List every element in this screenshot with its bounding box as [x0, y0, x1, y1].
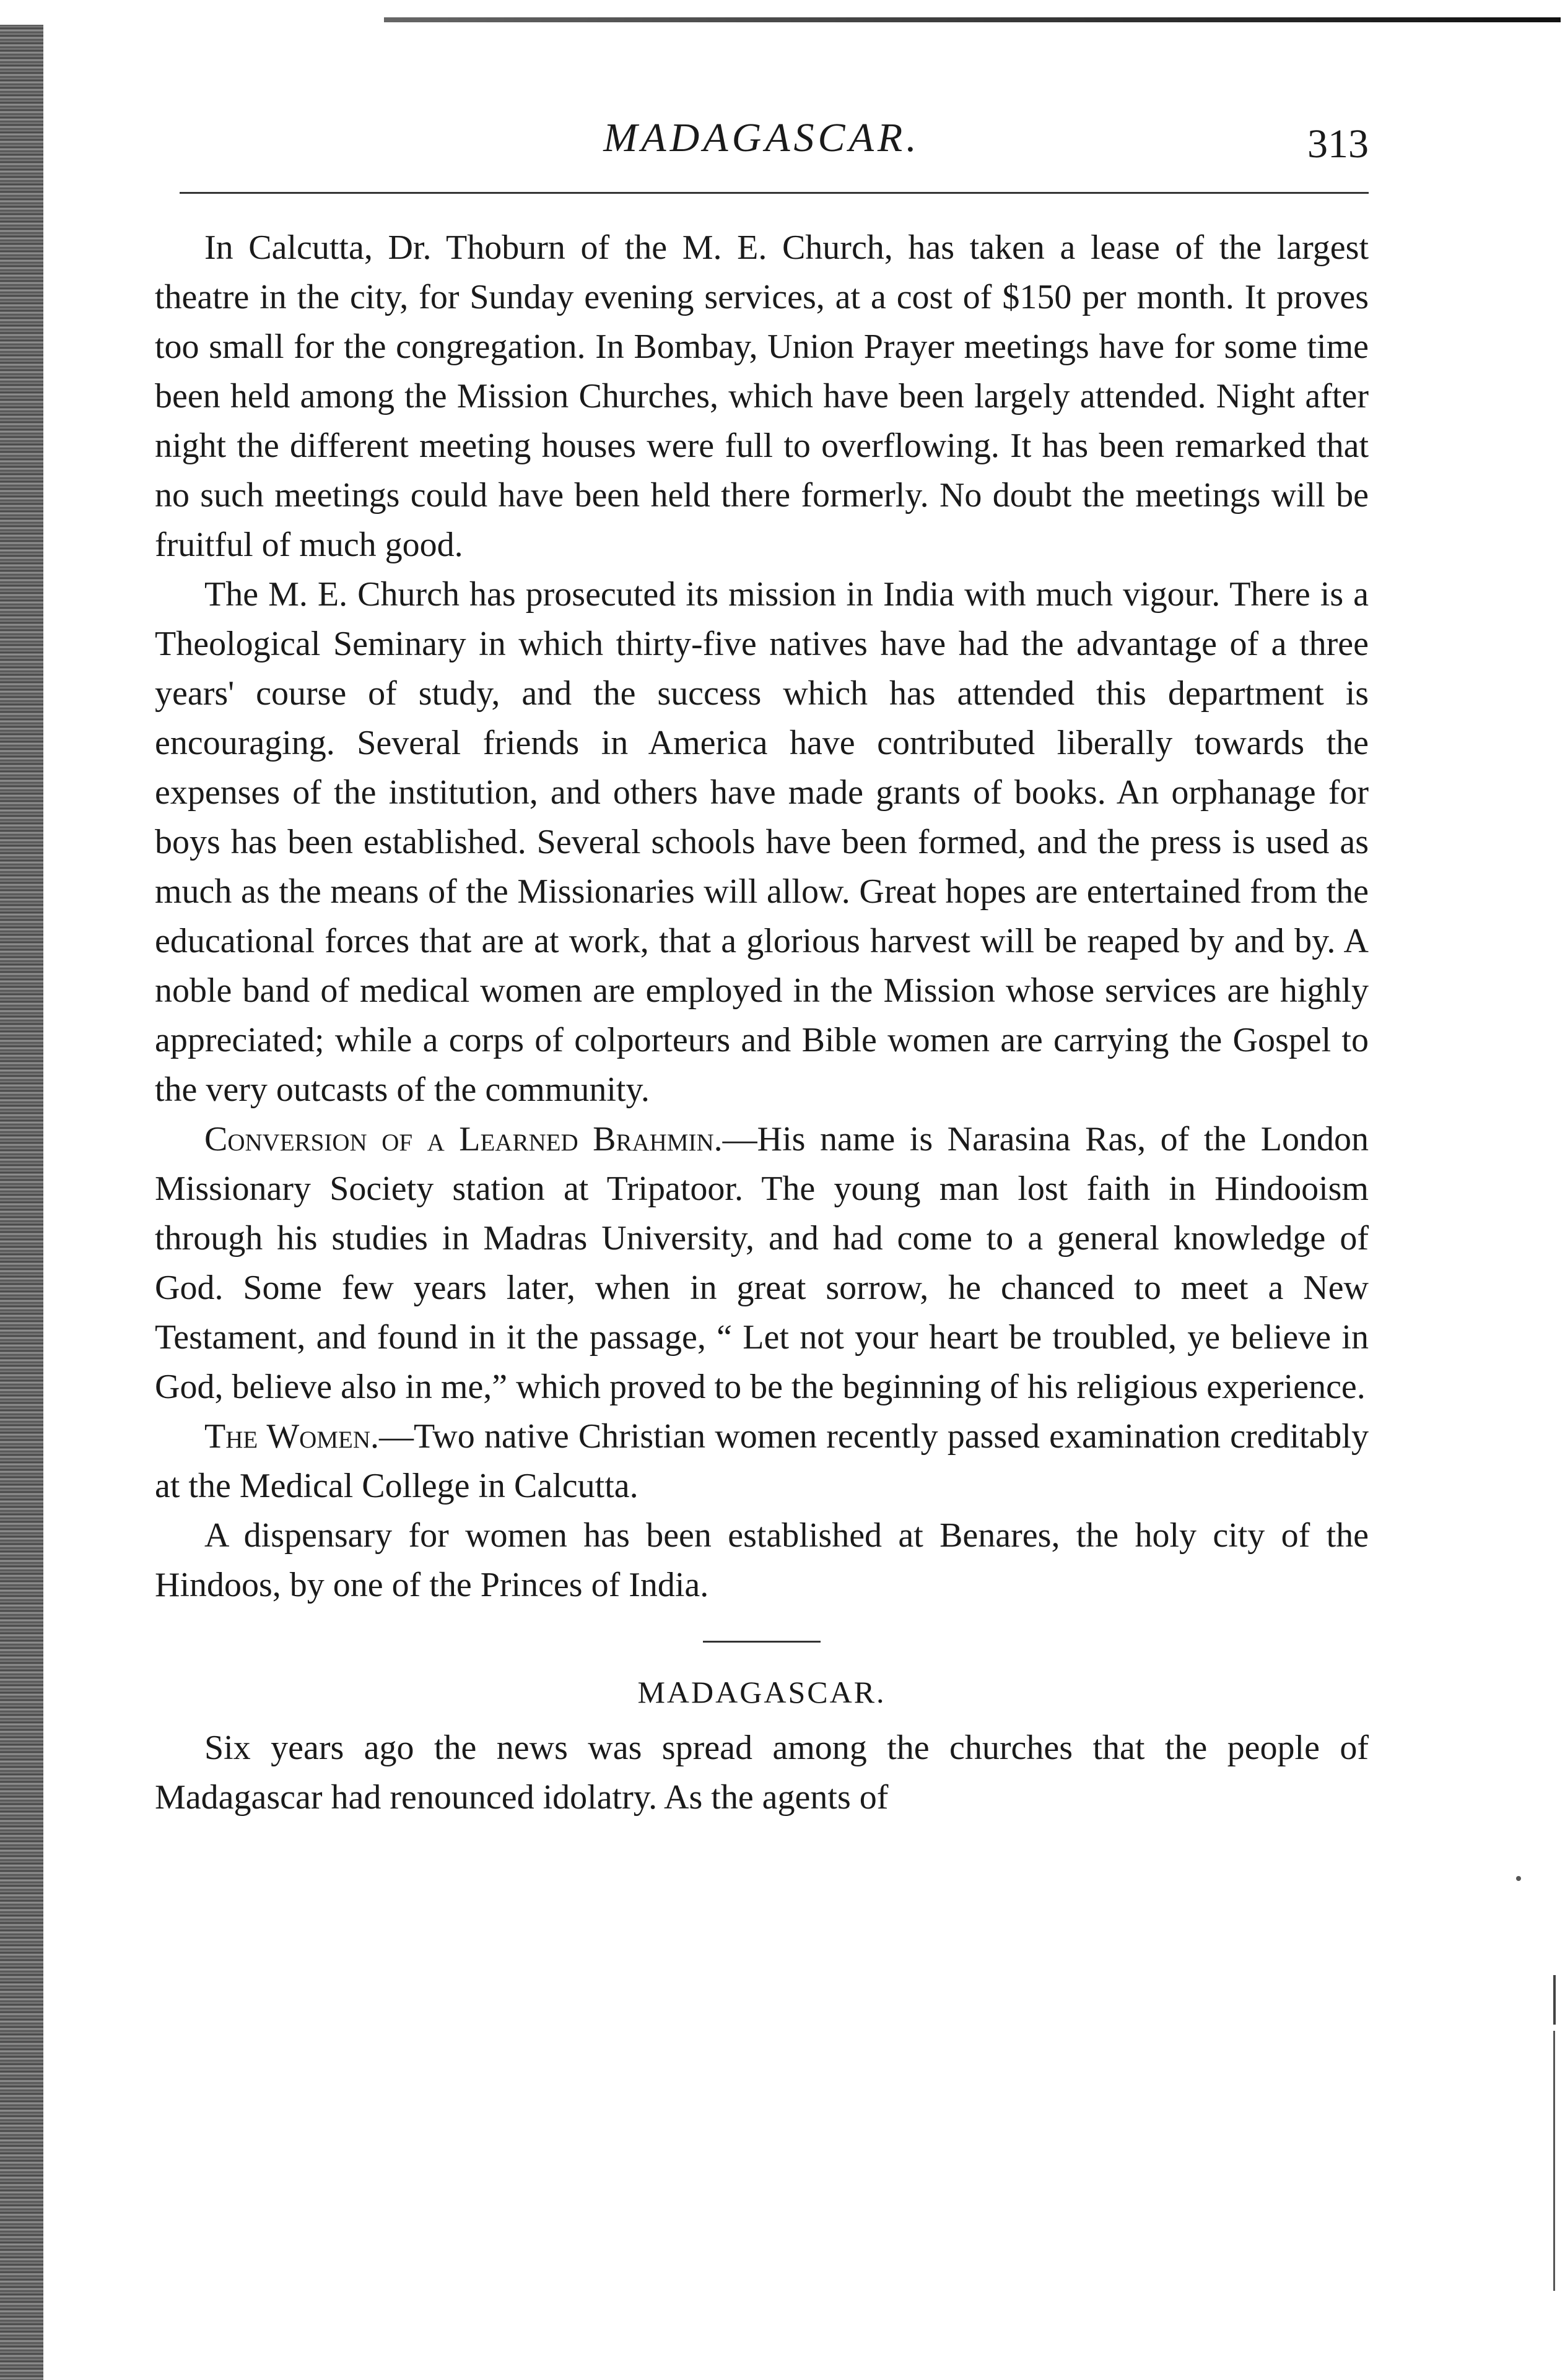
page-number: 313 — [1307, 121, 1369, 167]
scan-mark — [1553, 2031, 1555, 2291]
paragraph — [155, 1114, 1369, 1412]
paragraph-text: The M. E. Church has prosecuted its mission in India with much vigour. There is a Theological Seminary in which thirty-five natives have had the advantage of a three years' course of study, and the success which has attended this department is encouraging. Several friends in America have contributed liberally towards the expenses of the institution, and others have made grants of books. An orphanage for boys has been established. Several schools have been formed, and the press is used as much as the means of the Missionaries will allow. Great hopes are entertained from the educational forces that are at work, that a glorious harvest will be reaped by and by. A noble band of medical women are employed in the Mission whose services are highly appreciated; while a corps of colporteurs and Bible women are carrying the Gospel to the very outcasts of the community. — [155, 575, 1369, 1109]
page-header — [155, 108, 1369, 176]
paragraph-lead: The Women. — [204, 1417, 379, 1456]
paragraph — [155, 570, 1369, 1114]
top-scan-rule — [384, 17, 1561, 22]
page-edge-shadow — [0, 25, 43, 2380]
page-body — [155, 223, 1369, 1822]
paragraph — [155, 223, 1369, 570]
paragraph-text: In Calcutta, Dr. Thoburn of the M. E. Church, has taken a lease of the largest theatre in the city, for Sunday evening services, at a cost of $150 per month. It proves too small for the congregation. In Bombay, Union Prayer meetings have for some time been held among the Mission Churches, which have been largely attended. Night after night the different meeting houses were full to overflowing. It has been remarked that no such meetings could have been held there formerly. No doubt the meetings will be fruitful of much good. — [155, 228, 1369, 564]
paragraph-text: —Two native Christian women recently passed examination creditably at the Medical College in Calcutta. — [155, 1417, 1369, 1505]
scan-speck — [1516, 1876, 1521, 1881]
section-divider — [703, 1641, 821, 1643]
paragraph-text: —His name is Narasina Ras, of the London Missionary Society station at Tripatoor. The young man lost faith in Hindooism through his studies in Madras University, and had come to a general knowledge of God. Some few years later, when in great sorrow, he chanced to meet a New Testament, and found in it the passage, “ Let not your heart be troubled, ye believe in God, believe also in me,” which proved to be the beginning of his religious experience. — [155, 1120, 1369, 1406]
paragraph-text: A dispensary for women has been established at Benares, the holy city of the Hindoos, by one of the Princes of India. — [155, 1516, 1369, 1604]
paragraph-lead: Conversion of a Learned Brahmin. — [204, 1120, 723, 1158]
section-heading: MADAGASCAR. — [637, 1675, 886, 1709]
header-rule — [180, 192, 1369, 194]
scan-mark — [1553, 1975, 1556, 2025]
paragraph — [155, 1511, 1369, 1610]
running-title: MADAGASCAR. — [603, 115, 920, 160]
paragraph — [155, 1412, 1369, 1511]
paragraph — [155, 1723, 1369, 1822]
paragraph-text: Six years ago the news was spread among the churches that the people of Madagascar had renounced idolatry. As the agents of — [155, 1729, 1369, 1817]
